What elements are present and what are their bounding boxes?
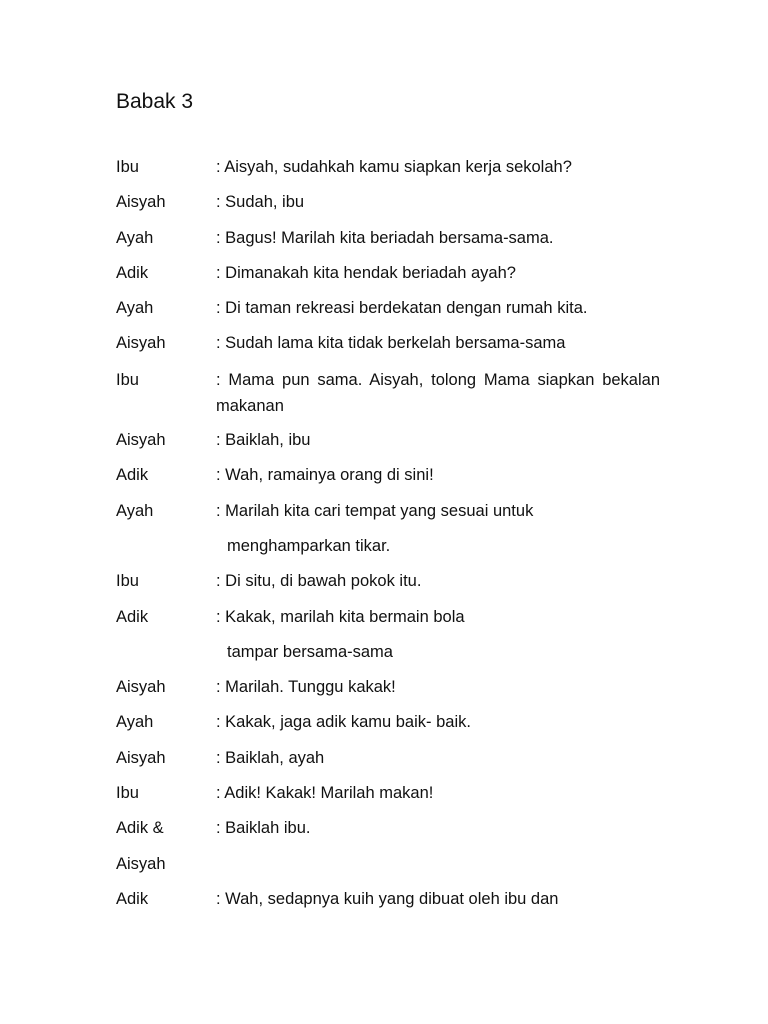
dialogue-text: : Adik! Kakak! Marilah makan!: [216, 784, 434, 803]
dialogue-text: : Baiklah, ayah: [216, 748, 325, 767]
dialogue-line: [116, 367, 660, 419]
dialogue-line: [116, 463, 660, 487]
dialogue-line: [116, 816, 660, 875]
speaker-name: [116, 816, 216, 875]
speaker-name: Aisyah: [116, 748, 166, 767]
dialogue-text: : Di situ, di bawah pokok itu.: [216, 572, 422, 591]
dialogue-text: : Kakak, jaga adik kamu baik- baik.: [216, 713, 471, 732]
speaker-name: Aisyah: [116, 431, 166, 450]
speaker-name: Adik: [116, 889, 149, 908]
speaker-name: Aisyah: [116, 193, 166, 212]
dialogue-line: [116, 296, 660, 320]
dialogue-line: [116, 887, 660, 911]
dialogue-line: [116, 605, 660, 629]
dialogue-line: [116, 428, 660, 452]
speaker-name: Adik: [116, 466, 149, 485]
dialogue-text: : Sudah lama kita tidak berkelah bersama-sama: [216, 334, 566, 353]
dialogue-line: [116, 499, 660, 523]
dialogue-text: : Baiklah, ibu: [216, 431, 311, 450]
dialogue-line: [116, 226, 660, 250]
speaker-name: Ayah: [116, 713, 154, 732]
dialogue-line: [116, 746, 660, 770]
speaker-name: Ayah: [116, 228, 154, 247]
dialogue-line: [116, 710, 660, 734]
dialogue-text: : Aisyah, sudahkah kamu siapkan kerja sekolah?: [216, 158, 572, 176]
speaker-name: Ibu: [116, 572, 139, 591]
dialogue-text: : Mama pun sama. Aisyah, tolong Mama siapkan bekalan makanan: [216, 370, 660, 415]
dialogue-text: : Kakak, marilah kita bermain bola: [216, 607, 465, 626]
speaker-name: Ayah: [116, 501, 154, 520]
dialogue-line: [116, 261, 660, 285]
speaker-name: Ibu: [116, 370, 139, 389]
dialogue: [116, 155, 660, 911]
dialogue-text: : Di taman rekreasi berdekatan dengan rumah kita.: [216, 299, 588, 318]
dialogue-text: tampar bersama-sama: [227, 642, 393, 661]
dialogue-text: : Wah, ramainya orang di sini!: [216, 466, 434, 485]
speaker-name: Ibu: [116, 784, 139, 803]
dialogue-line: [116, 781, 660, 805]
dialogue-line: [116, 155, 660, 179]
dialogue-text: : Dimanakah kita hendak beriadah ayah?: [216, 263, 516, 282]
dialogue-continuation: [116, 534, 660, 558]
speaker-name: Aisyah: [116, 678, 166, 697]
speaker-name: Aisyah: [116, 334, 166, 353]
speaker-name: Ayah: [116, 299, 154, 318]
dialogue-line: [116, 331, 660, 355]
page-title: Babak 3: [116, 90, 194, 113]
speaker-name-line: Aisyah: [116, 854, 166, 873]
dialogue-text: : Sudah, ibu: [216, 193, 305, 212]
dialogue-text: : Marilah kita cari tempat yang sesuai untuk: [216, 501, 534, 520]
speaker-name: Ibu: [116, 158, 139, 176]
dialogue-continuation: [116, 640, 660, 664]
dialogue-line: [116, 190, 660, 214]
dialogue-text: : Baiklah ibu.: [216, 819, 311, 838]
speaker-name: Adik: [116, 607, 149, 626]
dialogue-text: : Marilah. Tunggu kakak!: [216, 678, 396, 697]
speaker-name-line: Adik &: [116, 819, 164, 838]
dialogue-text: : Bagus! Marilah kita beriadah bersama-sama.: [216, 228, 554, 247]
dialogue-text: menghamparkan tikar.: [227, 536, 391, 555]
dialogue-text: : Wah, sedapnya kuih yang dibuat oleh ibu dan: [216, 889, 559, 908]
speaker-name: Adik: [116, 263, 149, 282]
dialogue-line: [116, 569, 660, 593]
dialogue-line: [116, 675, 660, 699]
